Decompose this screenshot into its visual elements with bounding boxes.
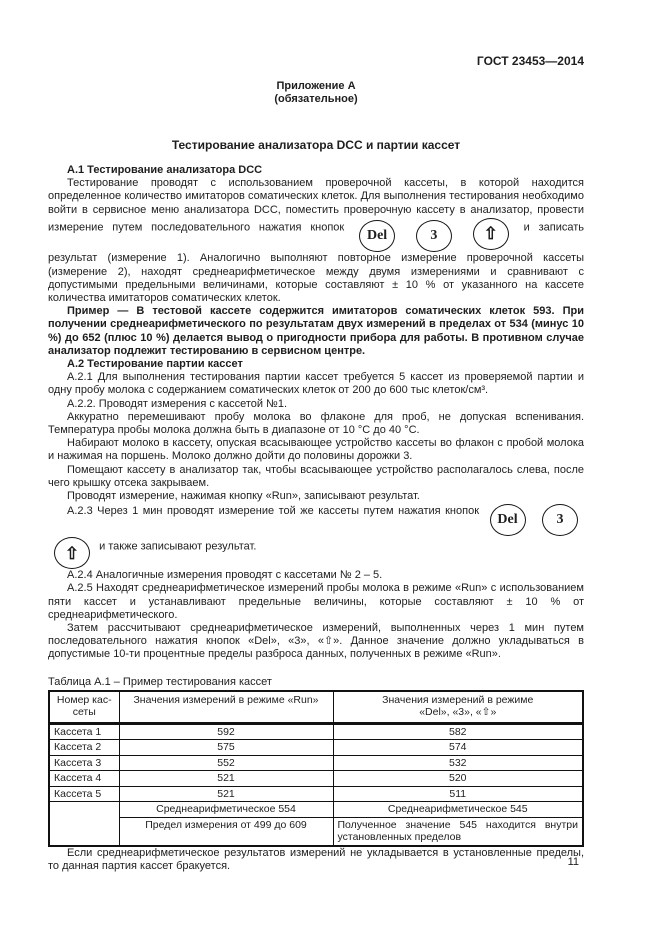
section-a2-heading: А.2 Тестирование партии кассет	[67, 357, 243, 370]
paragraph-a24: А.2.4 Аналогичные измерения проводят с кассетами № 2 – 5.	[67, 569, 383, 582]
table-summary-row	[49, 802, 583, 818]
cell-del-average: Среднеарифметическое 545	[333, 802, 583, 818]
page-number: 11	[567, 856, 579, 868]
cell-run-average: Среднеарифметическое 554	[119, 802, 333, 818]
cell-del-value: 532	[333, 755, 583, 771]
paragraph-a22: А.2.2. Проводят измерения с кассетой №1.	[67, 397, 288, 410]
cell-run-value: 575	[119, 740, 333, 756]
key-3-icon: 3	[542, 504, 578, 536]
table-row	[49, 740, 583, 756]
cell-run-value: 521	[119, 786, 333, 802]
cell-run-value: 592	[119, 723, 333, 740]
paragraph-mix: Аккуратно перемешивают пробу молока во флаконе для проб, не допуская вспенивания. Температура пробы молока должна быть в диапазоне от 10 °С до 40 °С.	[48, 410, 584, 436]
table-row	[49, 723, 583, 740]
paragraph-example: Пример — В тестовой кассете содержится имитаторов соматических клеток 593. При получении среднеарифметического по результатам двух измерений в пределах от 534 (минус 10 %) до 652 (плюс 10 %) делается вывод о пригодности прибора для работы. В противном случае анализатор подлежит тестированию в сервисном центре.	[48, 305, 584, 357]
table-row	[49, 755, 583, 771]
appendix-note: (обязательное)	[274, 93, 358, 105]
paragraph-fill: Набирают молоко в кассету, опуская всасывающее устройство кассеты во флакон с пробой молока и нажимая на поршень. Молоко должно дойти до половины дорожки 3.	[48, 437, 584, 463]
cell-cassette-name: Кассета 4	[49, 771, 119, 787]
header-run-mode: Значения измерений в режиме «Run»	[119, 691, 333, 724]
cell-run-limit: Предел измерения от 499 до 609	[119, 817, 333, 846]
cell-run-value: 552	[119, 755, 333, 771]
gost-number: ГОСТ 23453—2014	[476, 54, 584, 68]
paragraph-a25: А.2.5 Находят среднеарифметическое измерений пробы молока в режиме «Run» с использованием пяти кассет и устанавливают предельные величины, которые составляют ± 10 % от среднеарифметического.	[48, 582, 584, 621]
section-a1-heading: А.1 Тестирование анализатора DCC	[67, 164, 263, 176]
paragraph-a1-intro-after: и записать результат (измерение 1). Аналогично выполняют повторное измерение проверочной кассеты (измерение 2), находят среднеарифметическое между двумя измерениями и сравнивают с допустимыми предельными величинами, которые составляют ± 10 % от указанного на кассете количества имитаторов соматических клеток.	[48, 221, 584, 304]
document-title: Тестирование анализатора DCC и партии кассет	[171, 138, 461, 152]
test-results-table	[48, 690, 584, 847]
header-del-mode-line1: Значения измерений в режиме	[382, 693, 534, 706]
cell-del-value: 520	[333, 771, 583, 787]
paragraph-a1-intro-before: Тестирование проводят с использованием проверочной кассеты, в которой находится определенное количество имитаторов соматических клеток. Для выполнения тестирования необходимо войти в сервисное меню анализатора DCC, поместить проверочную кассету в анализатор, провести измерение путем последовательного нажатия кнопок	[48, 177, 584, 234]
page-content	[48, 0, 584, 873]
cell-del-value: 574	[333, 740, 583, 756]
appendix-label: Приложение А	[276, 80, 356, 92]
paragraph-run: Проводят измерение, нажимая кнопку «Run», записывают результат.	[67, 489, 420, 502]
cell-cassette-name: Кассета 1	[49, 723, 119, 740]
cell-run-value: 521	[119, 771, 333, 787]
key-del-icon: Del	[359, 220, 395, 252]
key-del-icon: Del	[490, 504, 526, 536]
table-row	[49, 771, 583, 787]
cell-empty	[49, 802, 119, 846]
table-row	[49, 786, 583, 802]
key-3-icon: 3	[416, 220, 452, 252]
header-del-mode	[333, 691, 583, 724]
cell-cassette-name: Кассета 2	[49, 740, 119, 756]
table-caption: Таблица А.1 – Пример тестирования кассет	[48, 675, 272, 688]
key-shift-icon: ⇧	[473, 218, 509, 250]
cell-cassette-name: Кассета 3	[49, 755, 119, 771]
cell-del-value: 582	[333, 723, 583, 740]
key-shift-icon: ⇧	[54, 537, 90, 569]
paragraph-final: Если среднеарифметическое результатов измерений не укладывается в установленные пределы, то данная партия кассет бракуется.	[48, 846, 584, 872]
paragraph-a23	[48, 503, 584, 569]
paragraph-a23-after: и также записывают результат.	[99, 540, 257, 553]
cell-cassette-name: Кассета 5	[49, 786, 119, 802]
paragraph-a23-before: А.2.3 Через 1 мин проводят измерение той же кассеты путем нажатия кнопок	[67, 505, 480, 518]
header-cassette-number: Номер кас-сеты	[49, 691, 119, 724]
paragraph-a21: А.2.1 Для выполнения тестирования партии кассет требуется 5 кассет из проверяемой партии и одну пробу молока с содержанием соматических клеток от 200 до 600 тыс клеток/см³.	[48, 371, 584, 397]
appendix-heading	[48, 80, 584, 106]
cell-del-value: 511	[333, 786, 583, 802]
paragraph-then: Затем рассчитывают среднеарифметическое измерений, выполненных через 1 мин путем последовательного нажатия кнопок «Del», «3», «⇧». Данное значение должно укладываться в допустимые 10-ти процентные пределы разброса данных, полученных в режиме «Run».	[48, 621, 584, 661]
cell-del-result: Полученное значение 545 находится внутри установленных пределов	[333, 817, 583, 846]
paragraph-place: Помещают кассету в анализатор так, чтобы всасывающее устройство располагалось слева, после чего крышку отсека закрываем.	[48, 463, 584, 489]
table-summary-row	[49, 817, 583, 846]
paragraph-a1-intro	[48, 177, 584, 305]
header-del-mode-line2: «Del», «3», «⇧»	[419, 706, 497, 719]
table-header-row	[49, 691, 583, 724]
